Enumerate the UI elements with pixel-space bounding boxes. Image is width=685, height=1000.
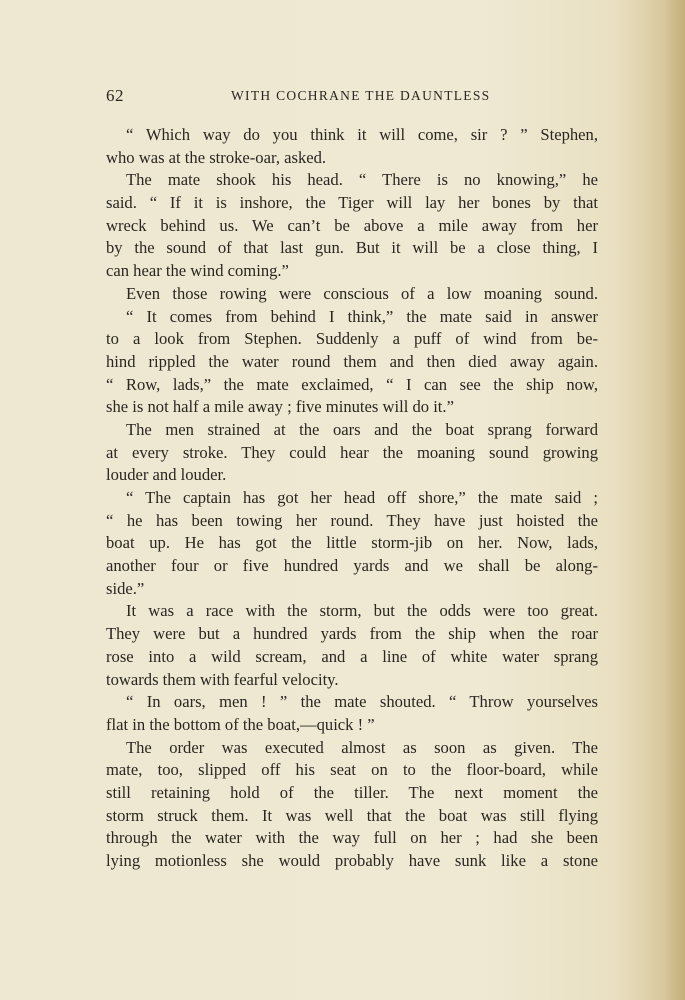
text-line: through the water with the way full on her ; had she been xyxy=(106,828,598,848)
page-header xyxy=(106,86,598,106)
text-line: “ Row, lads,” the mate exclaimed, “ I can see the ship now, xyxy=(106,374,598,394)
text-line: still retaining hold of the tiller. The next moment the xyxy=(106,782,598,802)
text-line: It was a race with the storm, but the odds were too great. xyxy=(126,601,598,621)
text-line: They were but a hundred yards from the ship when the roar xyxy=(106,624,598,644)
text-line: “ In oars, men ! ” the mate shouted. “ Throw yourselves xyxy=(126,692,598,712)
text-line: lying motionless she would probably have sunk like a stone xyxy=(106,851,598,870)
text-line: boat up. He has got the little storm-jib on her. Now, lads, xyxy=(106,533,598,553)
text-line: storm struck them. It was well that the boat was still flying xyxy=(106,805,598,825)
text-line: rose into a wild scream, and a line of white water sprang xyxy=(106,646,598,666)
text-line: wreck behind us. We can’t be above a mile away from her xyxy=(106,215,598,235)
body-text xyxy=(106,124,598,873)
text-line: The men strained at the oars and the boat sprang forward xyxy=(126,419,598,439)
text-line: mate, too, slipped off his seat on to the floor-board, while xyxy=(106,760,598,780)
text-line: said. “ If it is inshore, the Tiger will lay her bones by that xyxy=(106,193,598,213)
text-line: side.” xyxy=(106,578,145,598)
text-line: to a look from Stephen. Suddenly a puff of wind from be- xyxy=(106,329,598,349)
text-line: who was at the stroke-oar, asked. xyxy=(106,147,327,167)
text-line: can hear the wind coming.” xyxy=(106,261,289,281)
text-line: another four or five hundred yards and we shall be along- xyxy=(106,556,598,576)
text-line: by the sound of that last gun. But it will be a close thing, I xyxy=(106,238,598,258)
text-line: she is not half a mile away ; five minutes will do it.” xyxy=(106,397,454,417)
text-line: “ The captain has got her head off shore,” the mate said ; xyxy=(126,488,598,507)
text-line: “ It comes from behind I think,” the mate said in answer xyxy=(126,306,598,326)
text-line: “ Which way do you think it will come, sir ? ” Stephen, xyxy=(126,125,598,144)
text-line: Even those rowing were conscious of a low moaning sound. xyxy=(126,283,598,303)
text-line: louder and louder. xyxy=(106,465,227,485)
text-line: at every stroke. They could hear the moaning sound growing xyxy=(106,442,598,462)
text-line: towards them with fearful velocity. xyxy=(106,669,339,689)
text-line: The order was executed almost as soon as given. The xyxy=(126,737,598,757)
text-line: The mate shook his head. “ There is no knowing,” he xyxy=(126,170,598,190)
text-line: flat in the bottom of the boat,—quick ! ” xyxy=(106,714,375,734)
running-title: WITH COCHRANE THE DAUNTLESS xyxy=(231,88,491,103)
text-line: “ he has been towing her round. They have just hoisted the xyxy=(106,510,598,530)
text-line: hind rippled the water round them and then died away again. xyxy=(106,351,598,371)
page-number: 62 xyxy=(106,86,124,105)
